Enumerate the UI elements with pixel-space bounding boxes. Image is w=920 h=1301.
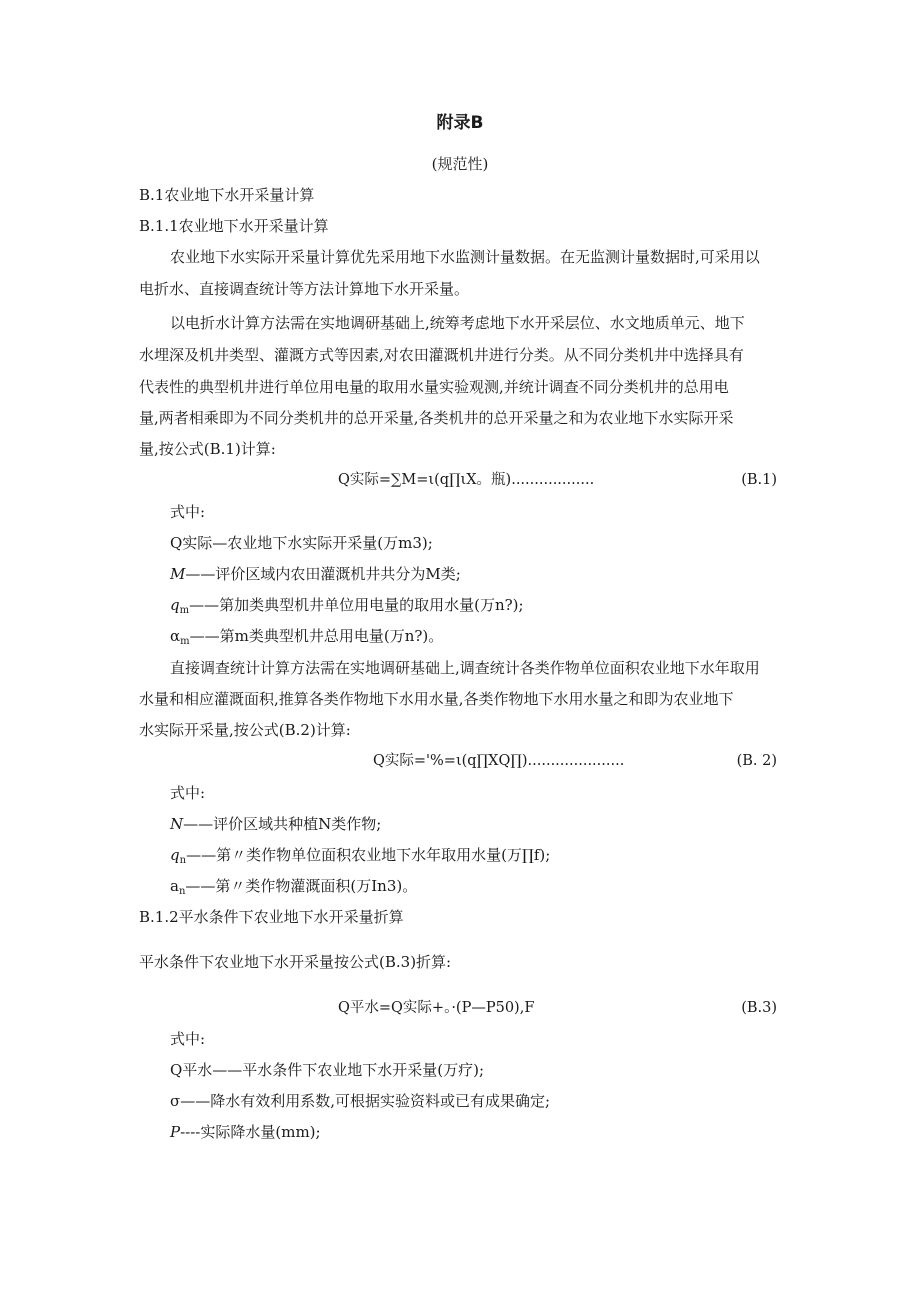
where-label: 式中: — [170, 503, 206, 521]
definition-text: ——第m类典型机井总用电量(万n?)。 — [189, 627, 444, 645]
symbol: N — [170, 815, 184, 833]
definition-text: ----实际降水量(mm); — [180, 1123, 321, 1141]
section-b1-heading: B.1农业地下水开采量计算 — [139, 186, 315, 204]
symbol: a — [170, 877, 179, 895]
definition-line — [170, 626, 443, 652]
paragraph-line: 量,按公式(B.1)计算: — [139, 440, 276, 458]
definition-line: Q实际—农业地下水实际开采量(万m3); — [170, 534, 433, 552]
definition-line — [170, 564, 461, 584]
equation-b3: Q平水=Q实际+。·(P—P50),F — [338, 1000, 535, 1016]
equation-b2-number: (B. 2) — [736, 753, 777, 769]
definition-text: ——第〃类作物灌溉面积(万In3)。 — [185, 877, 418, 895]
definition-line: σ——降水有效利用系数,可根据实验资料或已有成果确定; — [170, 1092, 551, 1110]
equation-b1-number: (B.1) — [741, 472, 777, 488]
definition-text: ——第〃类作物单位面积农业地下水年取用水量(万∏f); — [186, 846, 551, 864]
symbol: P — [170, 1123, 181, 1141]
definition-text: ——评价区域共种植N类作物; — [183, 815, 382, 833]
equation-b3-number: (B.3) — [741, 1000, 777, 1016]
definition-text: ——评价区域内农田灌溉机井共分为M类; — [185, 565, 461, 583]
symbol: q — [170, 846, 180, 864]
equation-b1: Q实际=∑M=ι(q∏ιX。瓶).................. — [338, 472, 595, 488]
definition-line — [170, 595, 524, 621]
definition-text: ——第加类典型机井单位用电量的取用水量(万n?); — [189, 596, 524, 614]
paragraph-line: 以电折水计算方法需在实地调研基础上,统筹考虑地下水开采层位、水文地质单元、地下 — [170, 314, 745, 332]
equation-b2: Q实际='%=ι(q∏XQ∏)..................... — [373, 753, 625, 769]
paragraph-line: 水实际开采量,按公式(B.2)计算: — [139, 721, 351, 739]
where-label: 式中: — [170, 784, 206, 802]
definition-line — [170, 814, 381, 834]
paragraph-line: 电折水、直接调查统计等方法计算地下水开采量。 — [139, 280, 470, 298]
paragraph-line: 农业地下水实际开采量计算优先采用地下水监测计量数据。在无监测计量数据时,可采用以 — [170, 248, 760, 266]
paragraph-line: 代表性的典型机井进行单位用电量的取用水量实验观测,并统计调查不同分类机井的总用电 — [139, 378, 729, 396]
definition-line — [170, 876, 417, 902]
appendix-nature: (规范性) — [431, 155, 489, 173]
definition-line — [170, 1122, 321, 1142]
where-label: 式中: — [170, 1030, 206, 1048]
symbol: M — [170, 565, 186, 583]
definition-line — [170, 845, 550, 871]
paragraph-line: 平水条件下农业地下水开采量按公式(B.3)折算: — [139, 953, 452, 971]
paragraph-line: 水量和相应灌溉面积,推算各类作物地下水用水量,各类作物地下水用水量之和即为农业地下 — [139, 690, 734, 708]
definition-line: Q平水——平水条件下农业地下水开采量(万疗); — [170, 1061, 485, 1079]
section-b11-heading: B.1.1农业地下水开采量计算 — [139, 217, 329, 235]
symbol: q — [170, 596, 180, 614]
paragraph-line: 水埋深及机井类型、灌溉方式等因素,对农田灌溉机井进行分类。从不同分类机井中选择具有 — [139, 346, 744, 364]
symbol-subscript: m — [179, 605, 190, 616]
symbol-subscript: n — [178, 886, 186, 897]
section-b12-heading: B.1.2平水条件下农业地下水开采量折算 — [139, 908, 404, 926]
paragraph-line: 直接调查统计计算方法需在实地调研基础上,调查统计各类作物单位面积农业地下水年取用 — [170, 659, 760, 677]
appendix-title: 附录B — [436, 113, 484, 133]
paragraph-line: 量,两者相乘即为不同分类机井的总开采量,各类机井的总开采量之和为农业地下水实际开采 — [139, 409, 734, 427]
symbol-subscript: n — [179, 855, 187, 866]
symbol: α — [170, 627, 181, 645]
symbol-subscript: m — [180, 636, 190, 647]
